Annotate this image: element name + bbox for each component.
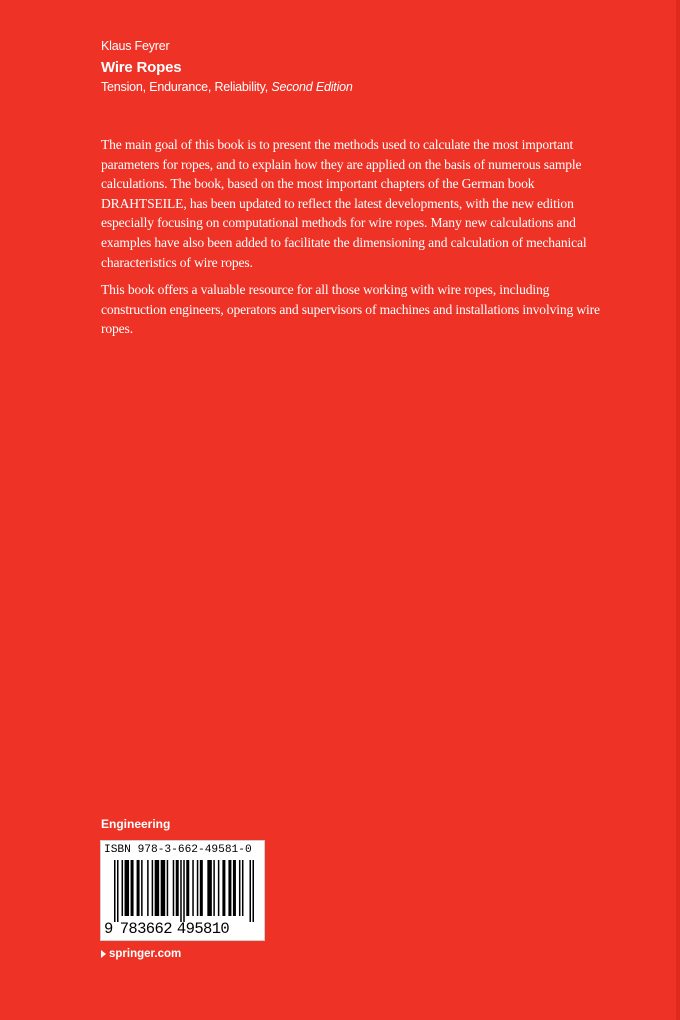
barcode-bar	[114, 860, 116, 922]
barcode-bars	[114, 860, 254, 922]
barcode-bar	[252, 860, 254, 922]
subject-category: Engineering	[101, 817, 171, 831]
description-paragraph-2: This book offers a valuable resource for all those working with wire ropes, including construction engineers, operators and supervisors of machines and installations involving wire ropes.	[101, 282, 600, 337]
triangle-arrow-icon	[101, 950, 106, 958]
barcode-bar	[249, 860, 251, 922]
book-subtitle	[101, 79, 621, 95]
barcode-bar	[180, 860, 182, 922]
book-header	[101, 38, 621, 95]
barcode-bar	[176, 860, 179, 916]
barcode-bar	[155, 860, 160, 916]
publisher-link[interactable]	[101, 946, 181, 962]
barcode-bar	[207, 860, 212, 916]
barcode-bar	[239, 860, 241, 916]
barcode-bar	[213, 860, 215, 916]
description-paragraph-1: The main goal of this book is to present the methods used to calculate the most important parameters for ropes, and to explain how they are applied on the basis of numerous sample calculations. The book, based on the most important chapters of the German book DRAHTSEILE, has been updated to reflect the latest developments, with the new edition especially focusing on computational methods for wire ropes. Many new calculations and examples have also been added to facilitate the dimensioning and calculation of mechanical characteristics of wire ropes.	[101, 137, 587, 270]
edition-text: Second Edition	[271, 80, 353, 94]
author-name: Klaus Feyrer	[101, 39, 170, 53]
barcode-bar	[200, 860, 203, 916]
book-title: Wire Ropes	[101, 59, 182, 76]
barcode-bar	[117, 860, 119, 922]
barcode-bar	[186, 860, 189, 916]
barcode-bar	[161, 860, 166, 916]
barcode-bar	[222, 860, 225, 916]
barcode-bar	[137, 860, 140, 916]
barcode-bar	[131, 860, 134, 916]
subtitle-text: Tension, Endurance, Reliability,	[101, 80, 269, 94]
barcode-bar	[147, 860, 149, 916]
barcode-bar	[197, 860, 199, 916]
barcode-bar	[233, 860, 236, 916]
barcode-digits-right: 495810	[176, 920, 230, 938]
barcode-digits-left: 783662	[119, 920, 172, 938]
isbn-barcode	[100, 840, 265, 941]
barcode-bar	[228, 860, 231, 916]
book-description	[101, 135, 611, 347]
publisher-url: springer.com	[109, 948, 182, 960]
barcode-bar	[152, 860, 154, 916]
barcode-bar	[125, 860, 130, 916]
barcode-bar	[192, 860, 194, 916]
isbn-label: ISBN 978-3-662-49581-0	[104, 844, 252, 856]
barcode-bar	[167, 860, 169, 916]
barcode-bar	[122, 860, 124, 916]
barcode-bar	[183, 860, 185, 922]
barcode-bar	[141, 860, 143, 916]
barcode-bar	[218, 860, 220, 916]
barcode-bar	[173, 860, 175, 916]
barcode-digits	[104, 920, 229, 939]
spine-edge	[676, 0, 680, 1020]
barcode-bar	[242, 860, 244, 916]
barcode-digit-first: 9	[104, 920, 113, 938]
